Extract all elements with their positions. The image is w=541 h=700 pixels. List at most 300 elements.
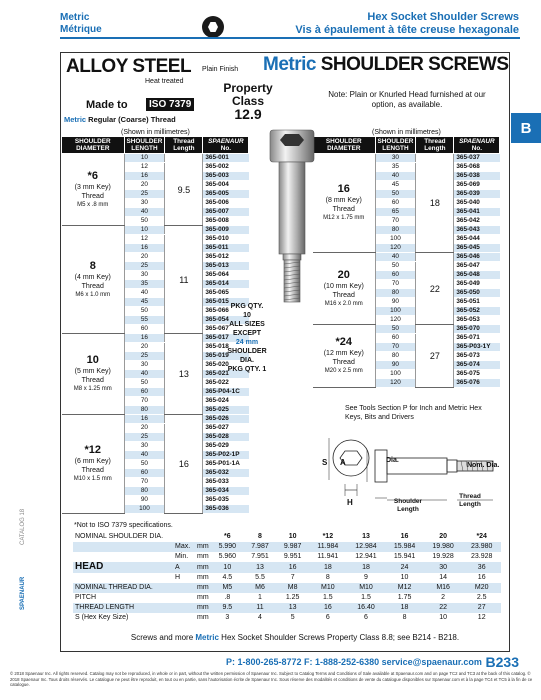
dims-value: 9.987 <box>276 542 309 552</box>
dims-value: 8 <box>258 533 262 540</box>
right-length-cell: 90 <box>375 298 416 307</box>
right-length-cell: 35 <box>375 163 416 172</box>
dims-row <box>73 532 501 542</box>
left-length-cell: 50 <box>124 217 165 226</box>
dims-value: M20 <box>462 583 501 593</box>
dims-value: 24 <box>385 562 424 573</box>
left-length-cell: 80 <box>124 406 165 415</box>
left-part-number-cell[interactable]: 365-013 <box>203 262 249 271</box>
left-part-number-cell[interactable]: 365-P02-1P <box>203 451 249 460</box>
dims-value: M8 <box>276 583 309 593</box>
left-part-number-cell[interactable]: 365-006 <box>203 199 249 208</box>
shown-in-mm: (Shown in millimetres) <box>62 128 249 137</box>
right-row <box>313 325 500 334</box>
col-part-no: SPAENAUR No. <box>203 137 249 154</box>
dims-row <box>73 542 501 552</box>
left-part-number-cell[interactable]: 365-026 <box>203 415 249 424</box>
diagram-label-a: A <box>340 458 346 467</box>
hex-socket-icon <box>202 16 224 38</box>
header-metric-en: Metric <box>60 12 90 23</box>
col-shoulder-length: SHOULDER LENGTH <box>124 137 165 154</box>
left-length-cell: 20 <box>124 253 165 262</box>
right-part-number-cell[interactable]: 365-075 <box>454 370 500 379</box>
col-shoulder-length: SHOULDER LENGTH <box>375 137 416 154</box>
left-part-number-cell[interactable]: 365-015 <box>203 298 249 307</box>
iso-footnote: *Not to ISO 7379 specifications. <box>74 522 173 529</box>
made-to-label: Made to <box>86 99 128 111</box>
left-length-cell: 55 <box>124 316 165 325</box>
dims-value: 30 <box>424 562 463 573</box>
dims-value: 2.5 <box>476 594 487 601</box>
dims-value: 9 <box>364 574 368 581</box>
dims-sub <box>173 603 195 613</box>
left-length-cell: 50 <box>124 307 165 316</box>
left-part-number-cell[interactable]: 365-004 <box>203 181 249 190</box>
diagram-label-dia: Dia. <box>386 457 399 464</box>
dims-value: 8 <box>402 614 407 621</box>
dims-value: 14 <box>439 574 448 581</box>
left-length-cell: 40 <box>124 451 165 460</box>
iso-badge: ISO 7379 <box>146 98 194 111</box>
left-part-number-cell[interactable]: 365-011 <box>203 244 249 253</box>
right-length-cell: 80 <box>375 226 416 235</box>
diagram-label-s: S <box>322 458 328 467</box>
left-part-number-cell[interactable]: 365-033 <box>203 478 249 487</box>
dims-row <box>73 562 501 573</box>
dims-unit: mm <box>195 562 211 573</box>
left-part-number-cell[interactable]: 365-027 <box>203 424 249 433</box>
header-title-fr: Vis à épaulement à tête creuse hexagonale <box>295 24 519 36</box>
left-length-cell: 70 <box>124 478 165 487</box>
left-length-cell: 40 <box>124 370 165 379</box>
right-part-number-cell[interactable]: 365-P03-1Y <box>454 343 500 352</box>
head-note: Note: Plain or Knurled Head furnished at our option, as available. <box>328 90 486 109</box>
right-part-number-cell[interactable]: 365-039 <box>454 190 500 199</box>
right-part-number-cell[interactable]: 365-074 <box>454 361 500 370</box>
right-part-number-cell[interactable]: 365-076 <box>454 379 500 388</box>
pkg-line-5: 24 mm <box>235 339 259 346</box>
right-part-number-cell[interactable]: 365-046 <box>454 253 500 262</box>
left-part-number-cell[interactable]: 365-001 <box>203 154 249 163</box>
dims-value: 19.928 <box>432 553 454 560</box>
dims-value: 13 <box>276 603 309 613</box>
dims-value: 1 <box>258 594 262 601</box>
right-part-number-cell[interactable]: 365-053 <box>454 316 500 325</box>
right-spec-table <box>313 128 500 388</box>
dims-sub: H <box>175 574 181 581</box>
left-length-cell: 60 <box>124 469 165 478</box>
left-thread-length-cell: 16 <box>165 415 203 514</box>
right-length-cell: 70 <box>375 343 416 352</box>
diagram-label-shoulder-length: Shoulder Length <box>393 498 423 513</box>
left-length-cell: 10 <box>124 154 165 163</box>
dims-value: 10 <box>400 574 409 581</box>
right-length-cell: 50 <box>375 190 416 199</box>
left-part-number-cell[interactable]: 365-065 <box>203 289 249 298</box>
dims-sub: A <box>173 562 195 573</box>
dims-value: 6 <box>325 614 330 621</box>
right-part-number-cell[interactable]: 365-043 <box>454 226 500 235</box>
dims-row <box>73 603 501 613</box>
title-metric: Metric <box>263 54 316 75</box>
left-length-cell: 30 <box>124 271 165 280</box>
dims-label: S (Hex Key Size) <box>75 614 129 621</box>
dims-value: 11.941 <box>317 553 339 560</box>
right-part-number-cell[interactable]: 365-048 <box>454 271 500 280</box>
left-row <box>62 154 249 163</box>
left-part-number-cell[interactable]: 365-009 <box>203 226 249 235</box>
dims-value: 11.984 <box>309 542 347 552</box>
left-length-cell: 16 <box>124 334 165 343</box>
dims-label: THREAD LENGTH <box>73 603 173 613</box>
dims-value: 4.5 <box>222 574 233 581</box>
class-value: 12.9 <box>234 106 262 122</box>
dims-unit <box>195 532 211 542</box>
left-part-number-cell[interactable]: 365-034 <box>203 487 249 496</box>
left-part-number-cell[interactable]: 365-036 <box>203 505 249 514</box>
pkg-line-1: PKG QTY. <box>230 303 264 310</box>
dims-value: 6 <box>364 614 368 621</box>
left-part-number-cell[interactable]: 365-007 <box>203 208 249 217</box>
dims-value: 10 <box>288 533 297 540</box>
right-diameter-cell: *24 (12 mm Key) Thread M20 x 2.5 mm <box>313 325 375 388</box>
dims-value: 13 <box>362 533 370 540</box>
left-part-number-cell[interactable]: 365-010 <box>203 235 249 244</box>
page-number: B233 <box>485 654 519 670</box>
title-shoulder: SHOULDER SCREWS <box>315 54 509 75</box>
see-tools-note: See Tools Section P for Inch and Metric Hex Keys, Bits and Drivers <box>345 405 482 421</box>
copyright-text: © 2018 Spaenaur Inc. All rights reserved. Catalog may not be reproduced, in whole or in part, without the written permission of Spaenaur Inc. Subject to Catalog Terms and Conditions of Sale available at Spaenaur.com and on page TC2 and TC3 at the back of this catalog. © 2018 Spaenaur Inc. Tous droits réservés. Le catalogue ne peut être reproduit, en tout ou en partie, sans l'autorisation écrite de Spaenaur Inc. Sous réserve des modalités et conditions de vente du catalogue disponibles sur Spaenaur.com et à la page TC4 et TC5 à la fin de ce catalogue. <box>10 671 533 687</box>
right-part-number-cell[interactable]: 365-044 <box>454 235 500 244</box>
dims-value: 20 <box>439 533 448 540</box>
left-length-cell: 20 <box>124 343 165 352</box>
dims-value: 5.5 <box>255 574 265 581</box>
dims-label <box>73 542 173 552</box>
col-shoulder-dia: SHOULDER DIAMETER <box>62 137 124 154</box>
property-label: Property <box>223 81 273 95</box>
pkg-line-6: SHOULDER <box>227 348 267 355</box>
right-length-cell: 70 <box>375 280 416 289</box>
right-part-number-cell[interactable]: 365-041 <box>454 208 500 217</box>
dims-value: 12.984 <box>347 542 386 552</box>
left-length-cell: 25 <box>124 352 165 361</box>
dims-value: 4 <box>258 614 262 621</box>
left-part-number-cell[interactable]: 365-067 <box>203 325 249 334</box>
dims-value: *24 <box>476 533 487 540</box>
dims-value: M5 <box>211 583 244 593</box>
left-part-number-cell[interactable]: 365-020 <box>203 361 249 370</box>
right-length-cell: 100 <box>375 370 416 379</box>
right-part-number-cell[interactable]: 365-070 <box>454 325 500 334</box>
dims-row <box>73 583 501 593</box>
right-length-cell: 30 <box>375 154 416 163</box>
header-title-en: Hex Socket Shoulder Screws <box>367 11 519 23</box>
right-length-cell: 40 <box>375 253 416 262</box>
dims-label: PITCH <box>75 594 96 601</box>
dims-value: M10 <box>347 583 386 593</box>
dims-value: 16 <box>477 574 486 581</box>
dims-value: 7.951 <box>251 553 269 560</box>
dims-unit: mm <box>197 574 209 581</box>
property-class <box>218 82 278 121</box>
dims-value: 1.25 <box>285 594 300 601</box>
left-part-number-cell[interactable]: 365-019 <box>203 352 249 361</box>
left-length-cell: 30 <box>124 199 165 208</box>
class-label: Class <box>231 94 265 108</box>
pkg-line-7: DIA. <box>240 357 254 364</box>
dims-row <box>73 552 501 562</box>
dims-value: M16 <box>424 583 463 593</box>
dims-value: 10 <box>211 562 244 573</box>
pkg-line-3: ALL SIZES <box>229 321 265 328</box>
dims-value: 1.75 <box>397 594 412 601</box>
dims-value: 22 <box>424 603 463 613</box>
dims-value: 15.941 <box>393 553 416 560</box>
right-part-number-cell[interactable]: 365-040 <box>454 199 500 208</box>
side-logo: SPAENAUR <box>20 576 26 610</box>
pkg-line-2: 10 <box>243 312 251 319</box>
left-part-number-cell[interactable]: 365-025 <box>203 406 249 415</box>
dims-value: 5 <box>290 614 295 621</box>
col-thread-length: Thread Length <box>416 137 454 154</box>
right-part-number-cell[interactable]: 365-050 <box>454 289 500 298</box>
dims-sub: Max. <box>173 542 195 552</box>
left-row <box>62 415 249 424</box>
right-part-number-cell[interactable]: 365-052 <box>454 307 500 316</box>
left-length-cell: 50 <box>124 460 165 469</box>
right-length-cell: 45 <box>375 181 416 190</box>
dims-value: 9.5 <box>211 603 244 613</box>
section-tab[interactable]: B <box>511 113 541 143</box>
right-thread-length-cell: 18 <box>416 154 454 253</box>
right-length-cell: 60 <box>375 271 416 280</box>
right-part-number-cell[interactable]: 365-042 <box>454 217 500 226</box>
dims-sub <box>173 593 195 603</box>
right-diameter-cell: 20 (10 mm Key) Thread M16 x 2.0 mm <box>313 253 375 325</box>
footer-note-metric: Metric <box>195 633 219 642</box>
package-qty-note <box>220 302 274 374</box>
col-shoulder-dia: SHOULDER DIAMETER <box>313 137 375 154</box>
dims-value: 23.928 <box>470 553 493 560</box>
dims-value: 12 <box>477 614 486 621</box>
dims-value: M6 <box>244 583 277 593</box>
left-diameter-cell: *12 (6 mm Key) Thread M10 x 1.5 mm <box>62 415 124 514</box>
dims-value: 19.980 <box>424 542 463 552</box>
left-part-number-cell[interactable]: 365-P04-1C <box>203 388 249 397</box>
dims-unit: mm <box>197 594 209 601</box>
dims-value: 3 <box>225 614 230 621</box>
right-length-cell: 65 <box>375 208 416 217</box>
left-length-cell: 16 <box>124 244 165 253</box>
dims-label <box>73 573 173 583</box>
dims-sub <box>173 613 195 623</box>
thread-metric: Metric <box>64 115 87 124</box>
dimensions-table <box>73 532 501 623</box>
left-diameter-cell: *6 (3 mm Key) Thread M5 x .8 mm <box>62 154 124 226</box>
left-length-cell: 40 <box>124 289 165 298</box>
left-row <box>62 226 249 235</box>
dims-value: 5.960 <box>218 553 237 560</box>
left-part-number-cell[interactable]: 365-032 <box>203 469 249 478</box>
col-part-no: SPAENAUR No. <box>454 137 500 154</box>
left-length-cell: 25 <box>124 190 165 199</box>
dims-row <box>73 593 501 603</box>
diagram-label-thread-length: Thread Length <box>459 493 481 508</box>
left-length-cell: 16 <box>124 415 165 424</box>
thread-rest: Regular (Coarse) Thread <box>86 115 176 124</box>
right-part-number-cell[interactable]: 365-049 <box>454 280 500 289</box>
left-length-cell: 35 <box>124 280 165 289</box>
left-part-number-cell[interactable]: 365-028 <box>203 433 249 442</box>
dims-value: 23.980 <box>462 542 501 552</box>
header-metric-fr: Métrique <box>60 24 102 35</box>
left-length-cell: 50 <box>124 379 165 388</box>
col-thread-length: Thread Length <box>165 137 203 154</box>
dims-unit: mm <box>197 614 209 621</box>
right-length-cell: 120 <box>375 244 416 253</box>
left-length-cell: 20 <box>124 181 165 190</box>
left-part-number-cell[interactable]: 365-022 <box>203 379 249 388</box>
left-part-number-cell[interactable]: 365-002 <box>203 163 249 172</box>
pkg-line-8: PKG QTY. 1 <box>227 366 267 373</box>
left-length-cell: 25 <box>124 433 165 442</box>
dims-sub <box>173 532 195 542</box>
dims-value: 16 <box>276 562 309 573</box>
dims-value: 12.941 <box>355 553 377 560</box>
dims-unit: mm <box>195 603 211 613</box>
dims-value: 13 <box>244 562 277 573</box>
left-length-cell: 40 <box>124 208 165 217</box>
dims-value: *12 <box>322 533 334 540</box>
right-length-cell: 100 <box>375 235 416 244</box>
right-row <box>313 253 500 262</box>
left-part-number-cell[interactable]: 365-021 <box>203 370 249 379</box>
left-length-cell: 30 <box>124 442 165 451</box>
left-length-cell: 90 <box>124 496 165 505</box>
dims-label: HEAD <box>73 562 173 573</box>
right-length-cell: 120 <box>375 379 416 388</box>
dims-value: 11 <box>244 603 277 613</box>
dims-unit: mm <box>197 553 209 560</box>
left-length-cell: 20 <box>124 424 165 433</box>
dims-unit: mm <box>195 583 211 593</box>
right-part-number-cell[interactable]: 365-073 <box>454 352 500 361</box>
footer-note-pre: Screws and more <box>130 633 196 642</box>
dims-value: 16.40 <box>347 603 386 613</box>
left-length-cell: 70 <box>124 397 165 406</box>
left-part-number-cell[interactable]: 365-005 <box>203 190 249 199</box>
right-thread-length-cell: 22 <box>416 253 454 325</box>
left-length-cell: 80 <box>124 487 165 496</box>
dims-value: 18 <box>347 562 386 573</box>
dims-value: 8 <box>325 574 330 581</box>
right-length-cell: 100 <box>375 307 416 316</box>
dims-value: 18 <box>309 562 347 573</box>
contact-line[interactable]: P: 1-800-265-8772 F: 1-888-252-6380 service@spaenaur.com <box>226 657 482 667</box>
dims-value: 2 <box>441 594 446 601</box>
dims-value: 18 <box>385 603 424 613</box>
dims-row <box>73 573 501 583</box>
left-part-number-cell[interactable]: 365-003 <box>203 172 249 181</box>
side-catalog-text: CATALOG 18 <box>20 508 26 545</box>
right-length-cell: 90 <box>375 361 416 370</box>
dims-value: 16 <box>400 533 409 540</box>
dims-value: *6 <box>224 533 231 540</box>
left-thread-length-cell: 13 <box>165 334 203 415</box>
shown-in-mm: (Shown in millimetres) <box>313 128 500 137</box>
left-diameter-cell: 10 (5 mm Key) Thread M8 x 1.25 mm <box>62 334 124 415</box>
right-length-cell: 80 <box>375 289 416 298</box>
left-part-number-cell[interactable]: 365-P01-1A <box>203 460 249 469</box>
left-length-cell: 60 <box>124 325 165 334</box>
right-part-number-cell[interactable]: 365-045 <box>454 244 500 253</box>
right-length-cell: 50 <box>375 325 416 334</box>
right-part-number-cell[interactable]: 365-038 <box>454 172 500 181</box>
dims-value: 7.987 <box>244 542 277 552</box>
dims-value: 1.5 <box>322 594 333 601</box>
right-length-cell: 70 <box>375 217 416 226</box>
right-length-cell: 80 <box>375 352 416 361</box>
right-part-number-cell[interactable]: 365-071 <box>454 334 500 343</box>
left-part-number-cell[interactable]: 365-064 <box>203 271 249 280</box>
header-rule <box>60 37 520 39</box>
right-part-number-cell[interactable]: 365-069 <box>454 181 500 190</box>
left-part-number-cell[interactable]: 365-066 <box>203 307 249 316</box>
left-part-number-cell[interactable]: 365-008 <box>203 217 249 226</box>
thread-type-line <box>64 115 176 124</box>
dims-value: .8 <box>224 594 231 601</box>
left-part-number-cell[interactable]: 365-014 <box>203 280 249 289</box>
diagram-label-h: H <box>347 498 353 507</box>
left-length-cell: 25 <box>124 262 165 271</box>
left-thread-length-cell: 9.5 <box>165 154 203 226</box>
left-part-number-cell[interactable]: 365-054 <box>203 316 249 325</box>
right-part-number-cell[interactable]: 365-037 <box>454 154 500 163</box>
dims-value: 15.984 <box>385 542 424 552</box>
left-thread-length-cell: 11 <box>165 226 203 334</box>
left-length-cell: 100 <box>124 505 165 514</box>
left-part-number-cell[interactable]: 365-035 <box>203 496 249 505</box>
right-length-cell: 50 <box>375 262 416 271</box>
left-part-number-cell[interactable]: 365-029 <box>203 442 249 451</box>
left-part-number-cell[interactable]: 365-024 <box>203 397 249 406</box>
dims-value: 27 <box>462 603 501 613</box>
dims-value: 5.990 <box>211 542 244 552</box>
dims-value: 36 <box>462 562 501 573</box>
dims-sub: Min. <box>175 553 189 560</box>
left-part-number-cell[interactable]: 365-017 <box>203 334 249 343</box>
right-part-number-cell[interactable]: 365-051 <box>454 298 500 307</box>
right-part-number-cell[interactable]: 365-047 <box>454 262 500 271</box>
diagram-label-nom-dia: Nom. Dia. <box>467 462 500 469</box>
left-length-cell: 45 <box>124 298 165 307</box>
dims-value: 16 <box>309 603 347 613</box>
left-part-number-cell[interactable]: 365-018 <box>203 343 249 352</box>
right-thread-length-cell: 27 <box>416 325 454 388</box>
shoulder-screw-illustration <box>266 128 318 306</box>
right-part-number-cell[interactable]: 365-068 <box>454 163 500 172</box>
right-length-cell: 40 <box>375 172 416 181</box>
dims-sub <box>173 583 195 593</box>
dims-row <box>73 613 501 623</box>
right-length-cell: 60 <box>375 334 416 343</box>
left-length-cell: 12 <box>124 163 165 172</box>
left-length-cell: 12 <box>124 235 165 244</box>
left-part-number-cell[interactable]: 365-012 <box>203 253 249 262</box>
left-length-cell: 16 <box>124 172 165 181</box>
right-diameter-cell: 16 (8 mm Key) Thread M12 x 1.75 mm <box>313 154 375 253</box>
left-length-cell: 10 <box>124 226 165 235</box>
